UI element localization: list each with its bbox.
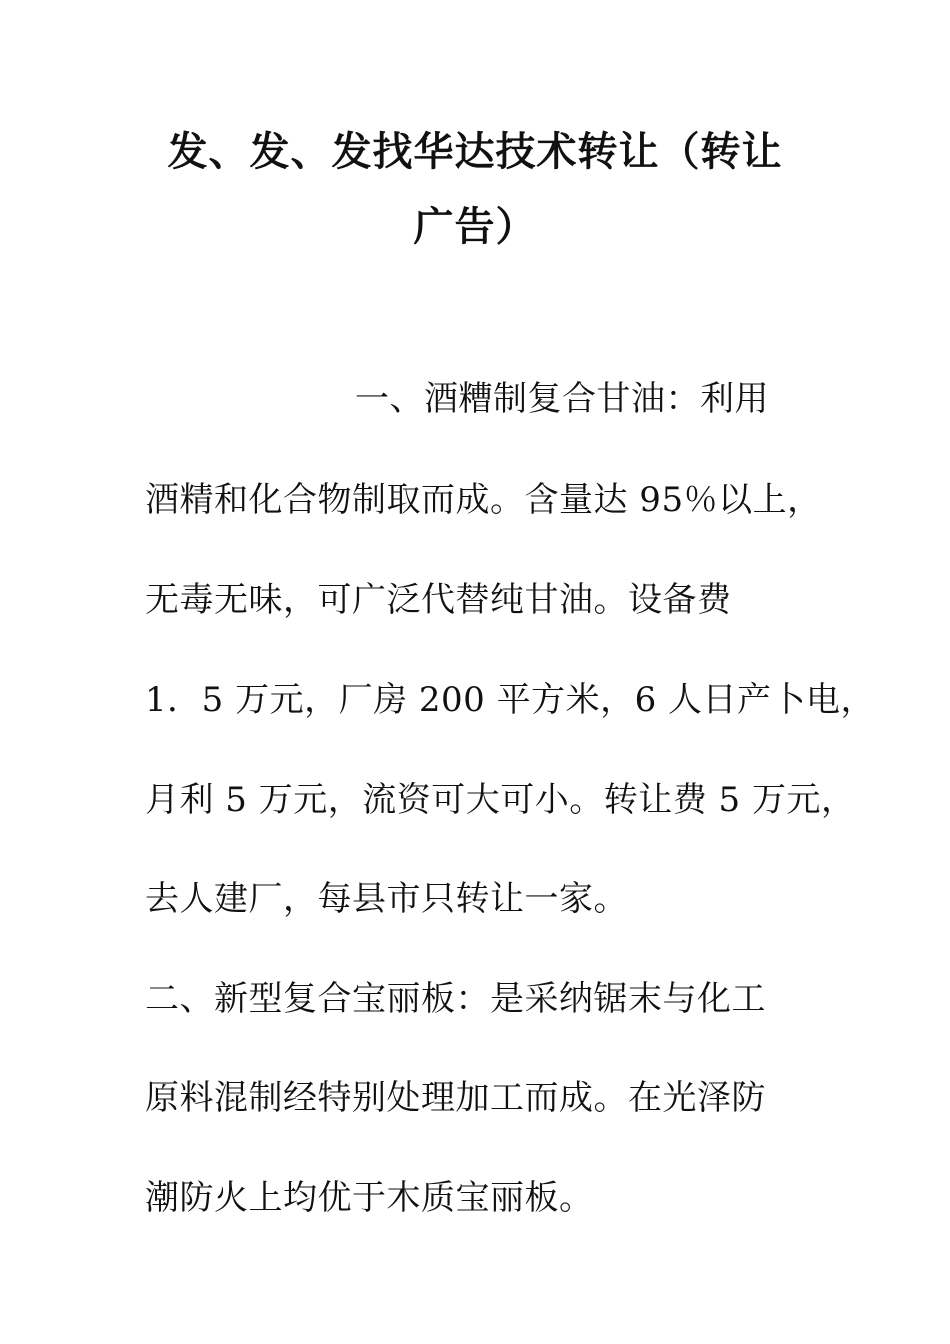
paragraph-line: 一、酒糟制复合甘油：利用: [355, 379, 769, 419]
paragraph-line: 1．5 万元，厂房 200 平方米，6 人日产卜电，: [145, 680, 876, 720]
paragraph-line: 月利 5 万元，流资可大可小。转让费 5 万元，: [145, 780, 856, 820]
paragraph-line: 酒精和化合物制取而成。含量达 95％以上，: [145, 480, 822, 520]
document-title-line-1: 发、发、发找华达技术转让（转让: [167, 129, 783, 175]
document-title-line-2: 广告）: [413, 204, 537, 250]
paragraph-line: 无毒无味，可广泛代替纯甘油。设备费: [145, 580, 732, 620]
paragraph-line: 二、新型复合宝丽板：是采纳锯末与化工: [145, 979, 766, 1019]
paragraph-line: 潮防火上均优于木质宝丽板。: [145, 1178, 594, 1218]
paragraph-line: 原料混制经特别处理加工而成。在光泽防: [145, 1078, 766, 1118]
paragraph-line: 去人建厂，每县市只转让一家。: [145, 879, 628, 919]
